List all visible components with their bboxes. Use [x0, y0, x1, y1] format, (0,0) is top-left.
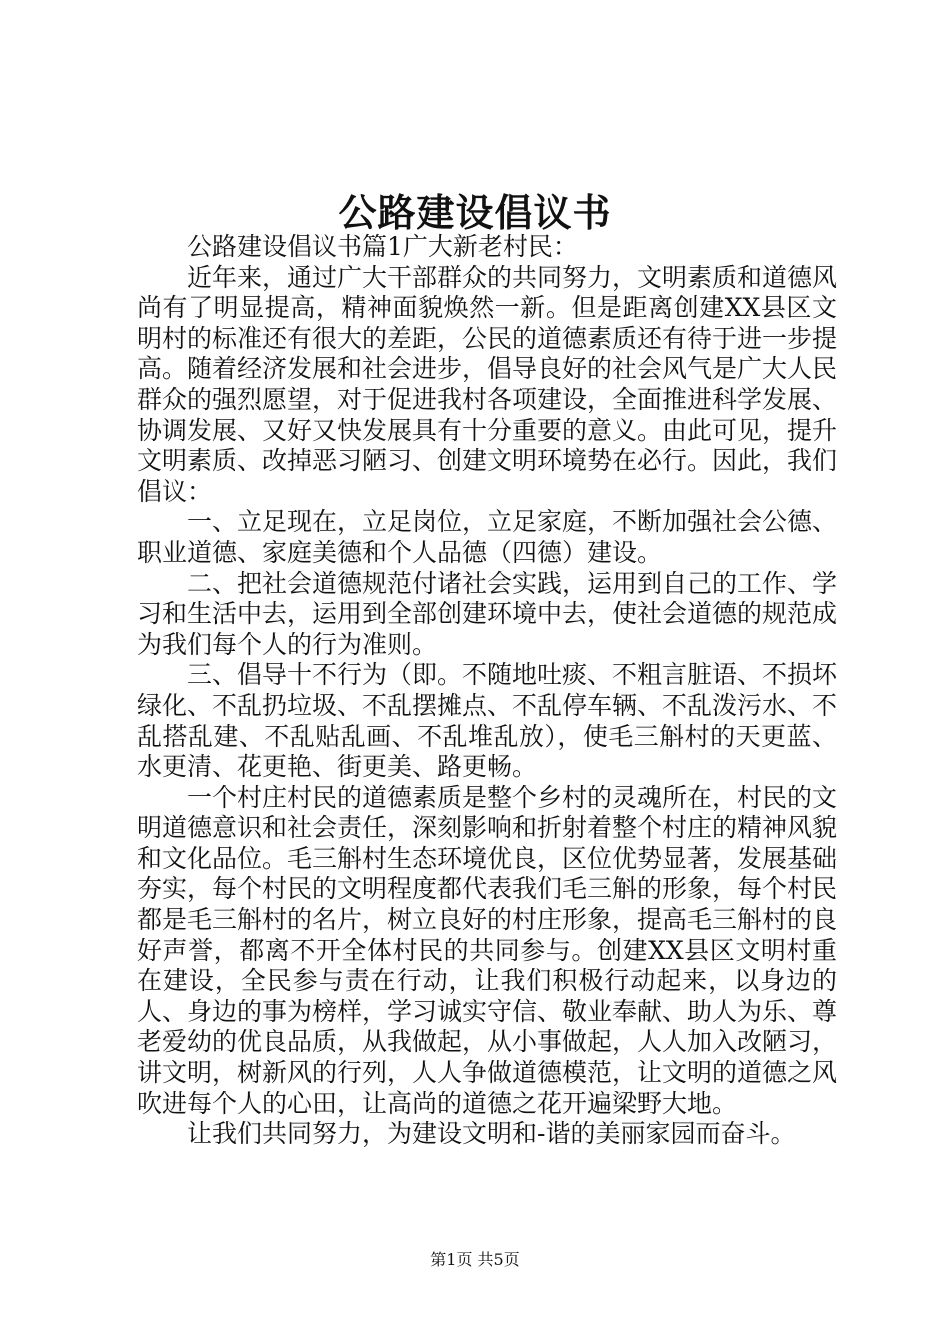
proposal-three-paragraph: 三、倡导十不行为（即。不随地吐痰、不粗言脏语、不损坏绿化、不乱扔垃圾、不乱摆摊点、不乱停车辆、不乱泼污水、不乱搭乱建、不乱贴乱画、不乱堆乱放），使毛三斛村的天更蓝、水更清、花更艳、街更美、路更畅。 [137, 660, 838, 782]
page-number: 第1页 共5页 [430, 1250, 520, 1269]
greeting-paragraph: 公路建设倡议书篇1广大新老村民： [187, 232, 578, 261]
intro-paragraph: 近年来，通过广大干部群众的共同努力，文明素质和道德风尚有了明显提高，精神面貌焕然一新。但是距离创建XX县区文明村的标准还有很大的差距，公民的道德素质还有待于进一步提高。随着经济发展和社会进步，倡导良好的社会风气是广大人民群众的强烈愿望，对于促进我村各项建设，全面推进科学发展、协调发展、又好又快发展具有十分重要的意义。由此可见，提升文明素质、改掉恶习陋习、创建文明环境势在必行。因此，我们倡议： [137, 262, 838, 506]
page-title: 公路建设倡议书 [338, 190, 612, 235]
closing-paragraph: 让我们共同努力，为建设文明和-谐的美丽家园而奋斗。 [187, 1119, 796, 1149]
village-paragraph: 一个村庄村民的道德素质是整个乡村的灵魂所在，村民的文明道德意识和社会责任，深刻影响和折射着整个村庄的精神风貌和文化品位。毛三斛村生态环境优良，区位优势显著，发展基础夯实，每个村民的文明程度都代表我们毛三斛的形象，每个村民都是毛三斛村的名片，树立良好的村庄形象，提高毛三斛村的良好声誉，都离不开全体村民的共同参与。创建XX县区文明村重在建设，全民参与责在行动，让我们积极行动起来，以身边的人、身边的事为榜样，学习诚实守信、敬业奉献、助人为乐、尊老爱幼的优良品质，从我做起，从小事做起，人人加入改陋习，讲文明，树新风的行列，人人争做道德模范，让文明的道德之风吹进每个人的心田，让高尚的道德之花开遍梁野大地。 [137, 782, 838, 1118]
document-body [137, 232, 837, 1150]
proposal-two-paragraph: 二、把社会道德规范付诸社会实践，运用到自己的工作、学习和生活中去，运用到全部创建环境中去，使社会道德的规范成为我们每个人的行为准则。 [137, 568, 838, 659]
proposal-one-paragraph: 一、立足现在，立足岗位，立足家庭，不断加强社会公德、职业道德、家庭美德和个人品德（四德）建设。 [137, 507, 838, 567]
